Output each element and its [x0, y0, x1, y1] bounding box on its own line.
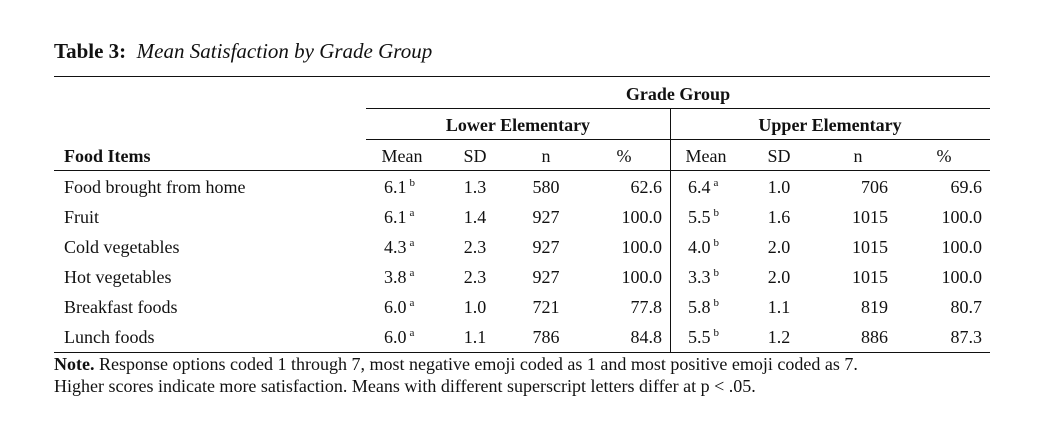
note-text-1: Response options coded 1 through 7, most negative emoji coded as 1 and most positive emoji coded as 7.	[98, 354, 858, 374]
row-food-item: Breakfast foods	[64, 297, 178, 317]
cell-pct-upper: 100.0	[941, 207, 982, 227]
cell-mean-upper	[688, 236, 752, 258]
table-caption: Mean Satisfaction by Grade Group	[136, 39, 433, 63]
significance-superscript: a	[713, 177, 719, 189]
cell-sd-upper: 1.1	[767, 297, 791, 317]
cell-mean-lower	[384, 236, 448, 258]
cell-mean-lower	[384, 266, 448, 288]
cell-pct-upper: 69.6	[950, 177, 982, 197]
column-header-sd-upper: SD	[767, 146, 791, 166]
note-line-2: Higher scores indicate more satisfaction. Means with different superscript letters differ at p < .05.	[54, 376, 756, 396]
cell-sd-upper: 2.0	[767, 237, 791, 257]
mean-value: 6.4	[688, 177, 711, 197]
cell-mean-lower	[384, 326, 448, 348]
cell-pct-upper: 100.0	[941, 237, 982, 257]
spanner-grade-group: Grade Group	[625, 84, 731, 104]
significance-superscript: a	[409, 237, 415, 249]
column-header-food-items: Food Items	[64, 146, 151, 166]
cell-mean-lower	[384, 296, 448, 318]
row-food-item: Hot vegetables	[64, 267, 172, 287]
significance-superscript: a	[409, 267, 415, 279]
cell-pct-lower: 77.8	[630, 297, 662, 317]
cell-mean-upper	[688, 176, 752, 198]
group-header-upper: Upper Elementary	[758, 115, 902, 135]
column-header-mean-upper: Mean	[685, 146, 727, 166]
cell-mean-upper	[688, 296, 752, 318]
mean-value: 5.5	[688, 327, 711, 347]
row-food-item: Cold vegetables	[64, 237, 180, 257]
significance-superscript: b	[713, 297, 719, 309]
mean-value: 6.1	[384, 207, 407, 227]
column-header-pct-lower: %	[616, 146, 632, 166]
column-header-n-upper: n	[853, 146, 863, 166]
significance-superscript: b	[409, 177, 415, 189]
cell-n-upper: 1015	[852, 237, 888, 257]
spanner-rule	[366, 108, 990, 109]
cell-sd-upper: 1.6	[767, 207, 791, 227]
table-document	[54, 0, 990, 438]
header-rule	[54, 170, 990, 171]
cell-n-lower: 927	[532, 267, 560, 287]
row-food-item: Food brought from home	[64, 177, 246, 197]
cell-pct-lower: 62.6	[630, 177, 662, 197]
cell-n-upper: 1015	[852, 267, 888, 287]
mean-value: 4.3	[384, 237, 407, 257]
cell-pct-upper: 87.3	[950, 327, 982, 347]
significance-superscript: b	[713, 327, 719, 339]
significance-superscript: a	[409, 207, 415, 219]
mean-value: 4.0	[688, 237, 711, 257]
cell-n-lower: 721	[532, 297, 560, 317]
cell-pct-lower: 84.8	[630, 327, 662, 347]
cell-n-lower: 580	[532, 177, 560, 197]
table-label: Table 3:	[54, 39, 127, 63]
cell-mean-upper	[688, 206, 752, 228]
mean-value: 6.0	[384, 297, 407, 317]
cell-sd-lower: 1.4	[463, 207, 487, 227]
note-line-1	[54, 353, 990, 375]
group-divider	[670, 109, 671, 352]
cell-sd-lower: 1.3	[463, 177, 487, 197]
mean-value: 5.5	[688, 207, 711, 227]
cell-n-upper: 886	[861, 327, 888, 347]
mean-value: 5.8	[688, 297, 711, 317]
table-title	[54, 38, 432, 64]
row-food-item: Lunch foods	[64, 327, 155, 347]
cell-sd-lower: 1.1	[463, 327, 487, 347]
mean-value: 3.8	[384, 267, 407, 287]
cell-pct-lower: 100.0	[621, 207, 662, 227]
table-note	[54, 353, 990, 397]
cell-pct-upper: 100.0	[941, 267, 982, 287]
cell-n-upper: 1015	[852, 207, 888, 227]
significance-superscript: b	[713, 267, 719, 279]
cell-pct-lower: 100.0	[621, 267, 662, 287]
group-header-lower: Lower Elementary	[445, 115, 591, 135]
cell-sd-lower: 2.3	[463, 267, 487, 287]
cell-n-upper: 819	[861, 297, 888, 317]
column-header-mean-lower: Mean	[381, 146, 423, 166]
significance-superscript: a	[409, 327, 415, 339]
cell-n-lower: 786	[532, 327, 560, 347]
cell-n-lower: 927	[532, 207, 560, 227]
cell-mean-upper	[688, 266, 752, 288]
mean-value: 6.0	[384, 327, 407, 347]
cell-mean-lower	[384, 176, 448, 198]
cell-mean-lower	[384, 206, 448, 228]
mean-value: 6.1	[384, 177, 407, 197]
column-header-sd-lower: SD	[463, 146, 487, 166]
significance-superscript: a	[409, 297, 415, 309]
cell-pct-lower: 100.0	[621, 237, 662, 257]
group-rule	[366, 139, 990, 140]
cell-sd-upper: 1.0	[767, 177, 791, 197]
mean-value: 3.3	[688, 267, 711, 287]
row-food-item: Fruit	[64, 207, 100, 227]
column-header-n-lower: n	[541, 146, 551, 166]
top-rule	[54, 76, 990, 77]
note-label: Note.	[54, 354, 95, 374]
cell-sd-upper: 1.2	[767, 327, 791, 347]
cell-n-lower: 927	[532, 237, 560, 257]
cell-sd-upper: 2.0	[767, 267, 791, 287]
significance-superscript: b	[713, 237, 719, 249]
cell-n-upper: 706	[861, 177, 888, 197]
cell-sd-lower: 2.3	[463, 237, 487, 257]
significance-superscript: b	[713, 207, 719, 219]
cell-sd-lower: 1.0	[463, 297, 487, 317]
column-header-pct-upper: %	[936, 146, 952, 166]
cell-mean-upper	[688, 326, 752, 348]
cell-pct-upper: 80.7	[950, 297, 982, 317]
